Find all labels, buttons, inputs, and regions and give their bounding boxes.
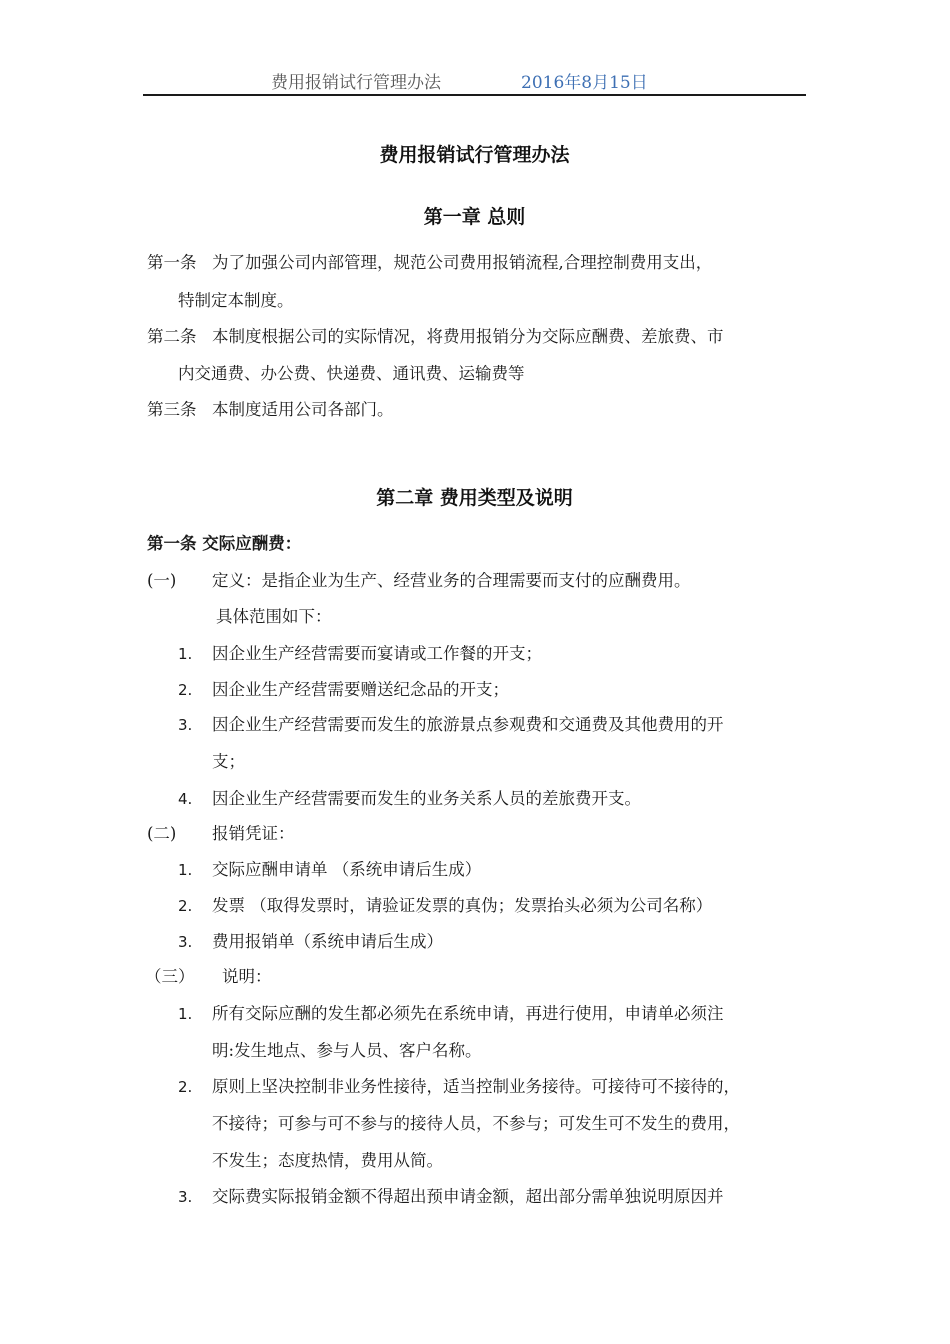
article-1-line-2: 特制定本制度。 [178,291,294,310]
list-number: 4. [178,790,193,808]
chapter-1-title: 第一章 总则 [423,206,526,228]
list-item: 因企业生产经营需要而宴请或工作餐的开支； [212,644,542,663]
header-date: 2016年8月15日 [521,73,648,93]
section-1-marker: (一) [147,571,177,590]
section-2-text: 报销凭证： [212,824,295,843]
article-3-label: 第三条 [147,400,197,419]
list-item: 因企业生产经营需要赠送纪念品的开支； [212,680,509,699]
list-item: 因企业生产经营需要而发生的旅游景点参观费和交通费及其他费用的开 [212,715,724,734]
list-number: 3. [178,933,193,951]
article-2-label: 第二条 [147,327,197,346]
list-item: 交际应酬申请单 （系统申请后生成） [212,860,482,879]
list-item-continuation: 明:发生地点、参与人员、客户名称。 [212,1041,482,1060]
list-item: 费用报销单（系统申请后生成） [212,932,443,951]
section-1-subtext: 具体范围如下： [216,607,332,626]
chapter-2-title: 第二章 费用类型及说明 [376,487,573,509]
list-item-continuation: 不接待；可参与可不参与的接待人员，不参与；可发生可不发生的费用， [212,1114,740,1133]
list-item: 交际费实际报销金额不得超出预申请金额，超出部分需单独说明原因并 [212,1187,724,1206]
section-2-marker: (二) [147,824,177,843]
list-number: 3. [178,1188,193,1206]
article-2-line-1: 本制度根据公司的实际情况，将费用报销分为交际应酬费、差旅费、市 [212,327,724,346]
header-title: 费用报销试行管理办法 [271,73,441,93]
list-number: 1. [178,645,193,663]
section-3-marker: （三） [145,967,195,986]
list-number: 2. [178,1078,193,1096]
list-item-continuation: 支； [212,752,245,771]
section-1-text: 定义：是指企业为生产、经营业务的合理需要而支付的应酬费用。 [212,571,691,590]
article-1-line-1: 为了加强公司内部管理，规范公司费用报销流程,合理控制费用支出， [212,253,713,272]
document-title: 费用报销试行管理办法 [379,144,570,166]
article-2-line-2: 内交通费、办公费、快递费、通讯费、运输费等 [178,364,525,383]
list-item: 发票 （取得发票时，请验证发票的真伪；发票抬头必须为公司名称） [212,896,713,915]
list-number: 1. [178,1005,193,1023]
list-item-continuation: 不发生；态度热情，费用从简。 [212,1151,443,1170]
chapter-2-article-1-heading: 第一条 交际应酬费： [147,534,302,553]
section-3-text: 说明： [222,967,272,986]
list-number: 1. [178,861,193,879]
list-number: 2. [178,897,193,915]
list-item: 原则上坚决控制非业务性接待，适当控制业务接待。可接待可不接待的， [212,1077,740,1096]
list-item: 因企业生产经营需要而发生的业务关系人员的差旅费开支。 [212,789,641,808]
list-number: 3. [178,716,193,734]
article-1-label: 第一条 [147,253,197,272]
list-number: 2. [178,681,193,699]
list-item: 所有交际应酬的发生都必须先在系统申请，再进行使用，申请单必须注 [212,1004,724,1023]
page-header [143,66,806,96]
article-3-line-1: 本制度适用公司各部门。 [212,400,394,419]
